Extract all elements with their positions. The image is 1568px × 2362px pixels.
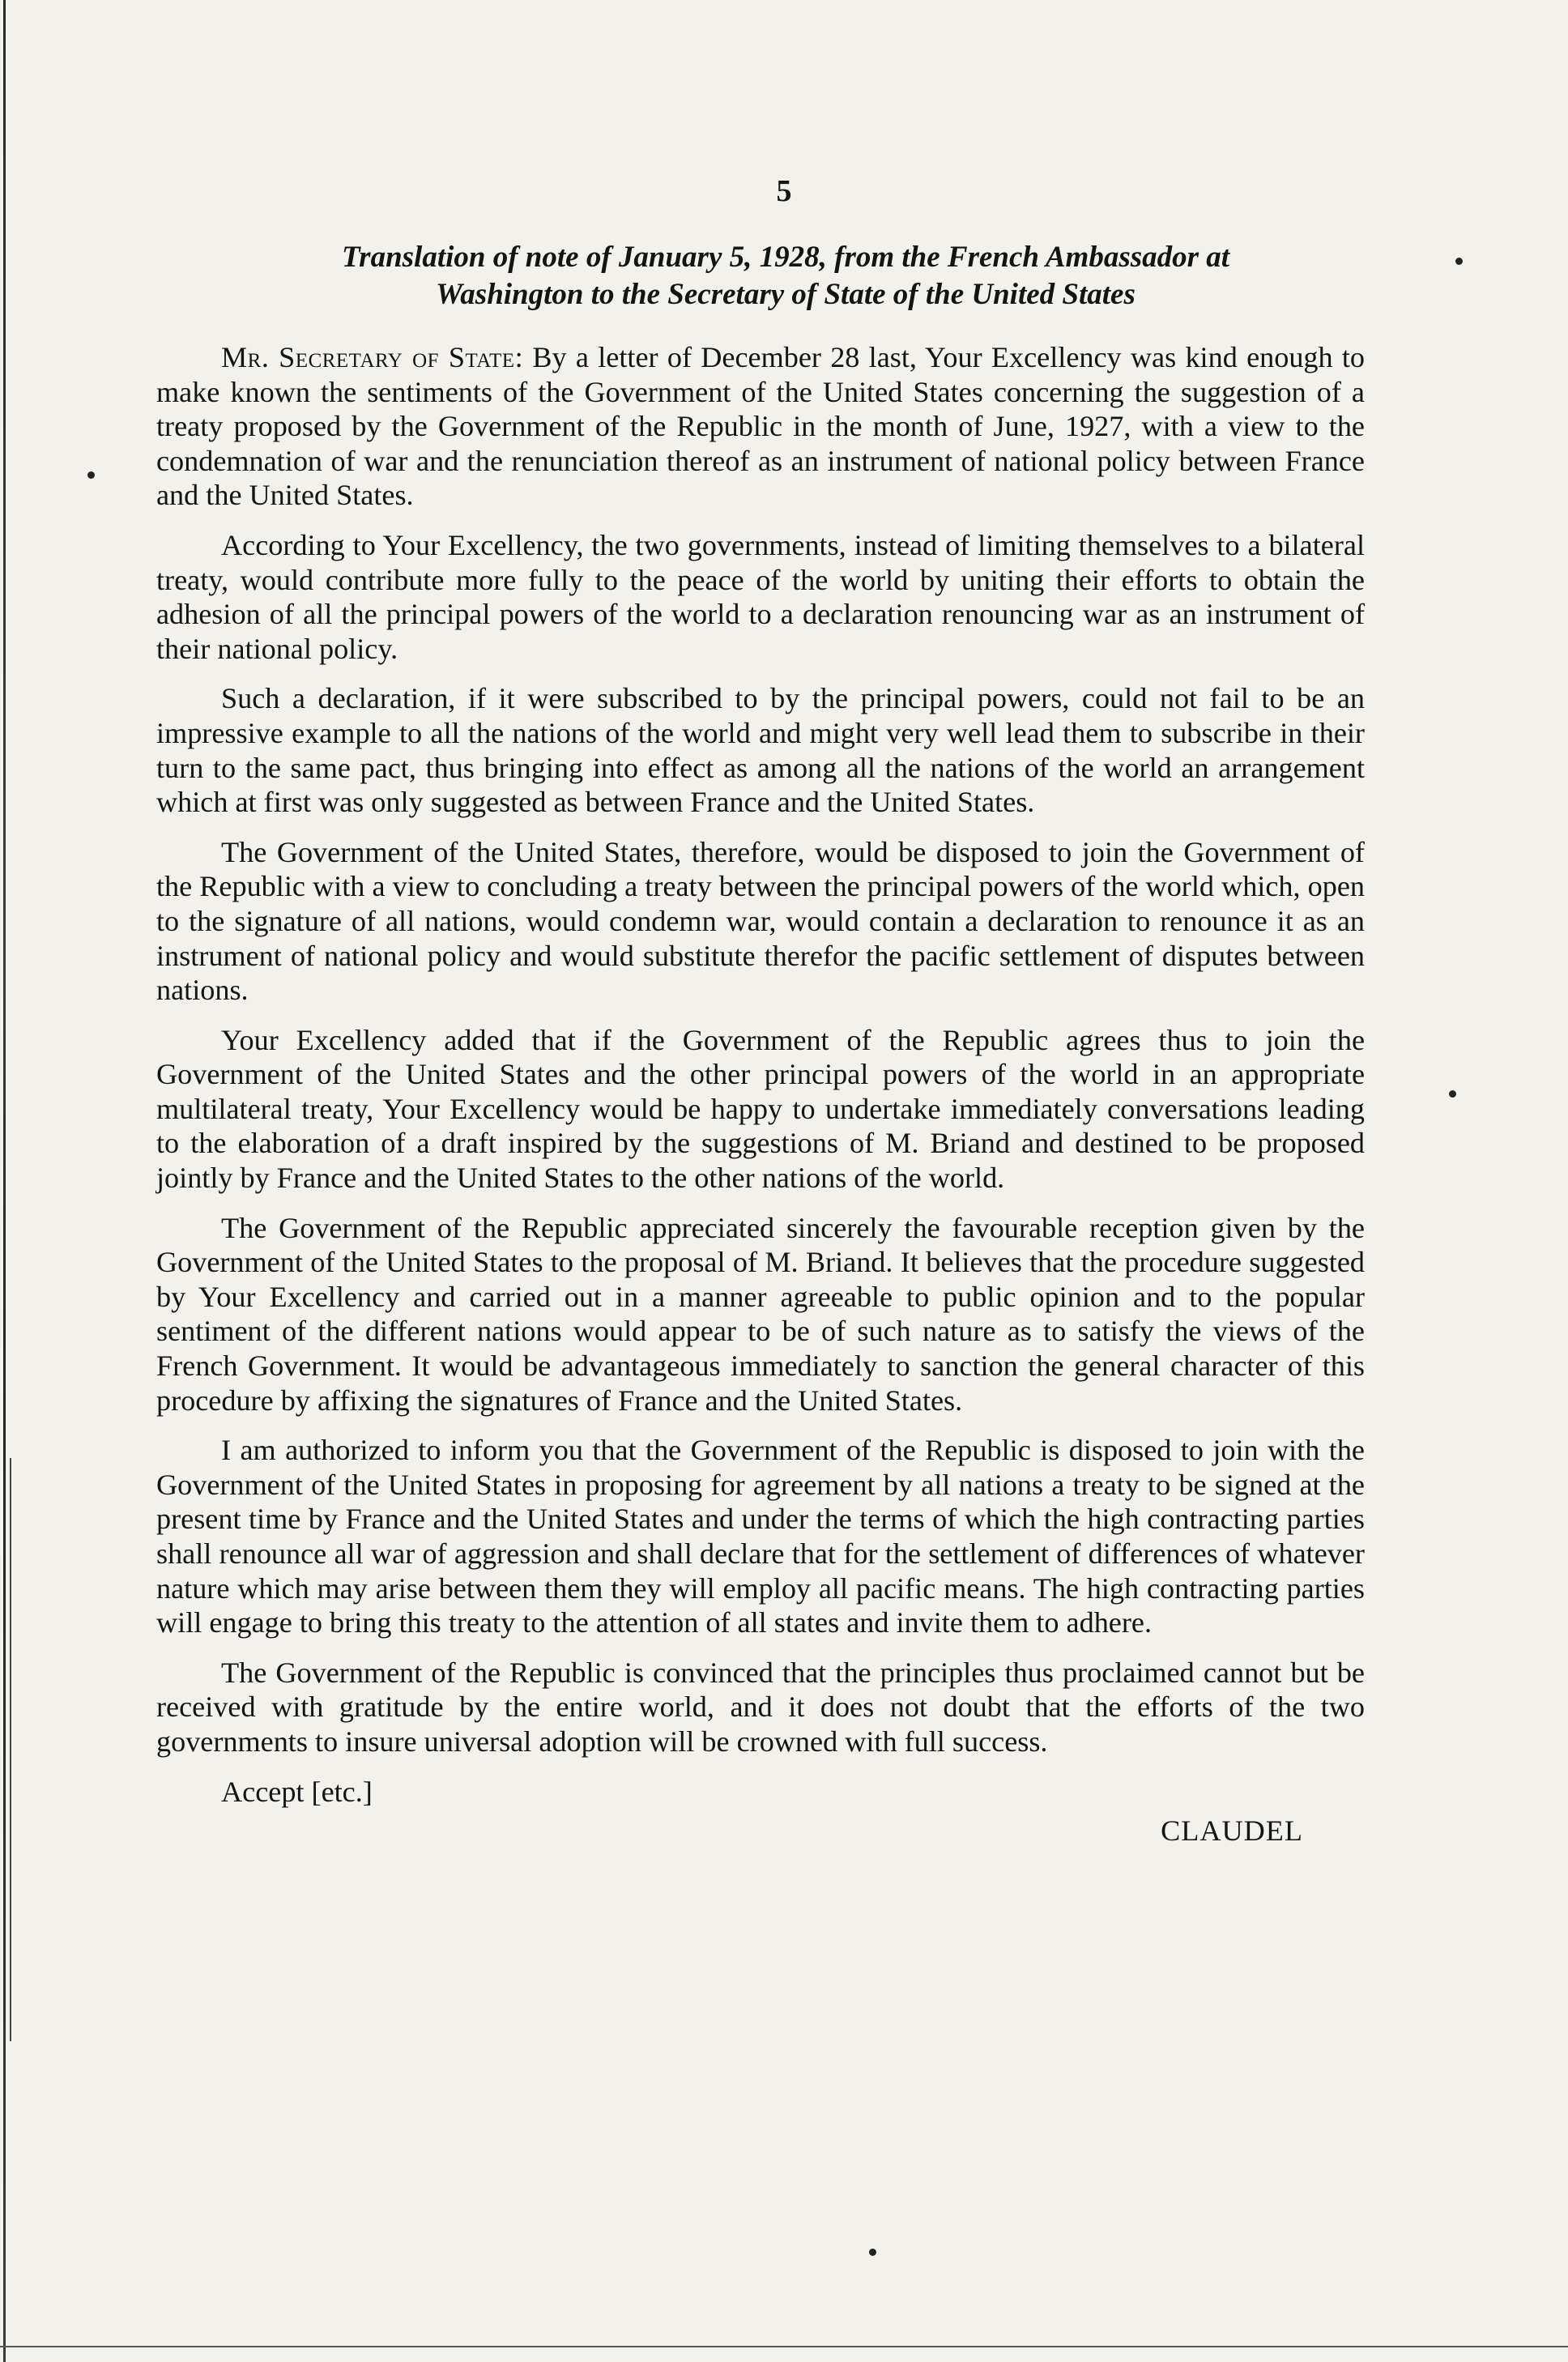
signature: CLAUDEL — [1161, 1814, 1303, 1848]
scan-speck — [869, 2249, 876, 2256]
document-title — [162, 239, 1409, 313]
page-number: 5 — [776, 174, 792, 208]
scan-speck — [1455, 258, 1463, 265]
scan-edge-line — [3, 0, 6, 2362]
paragraph: According to Your Excellency, the two governments, instead of limiting themselves to a bilateral treaty, would contribute more fully to the peace of the world by uniting their efforts to obtain the adhesion of all the principal powers of the world to a declaration renouncing war as an instrument of their national policy. — [156, 528, 1365, 665]
scan-speck — [87, 471, 95, 479]
scan-edge-line-secondary — [10, 1458, 11, 2041]
paragraph: Such a declaration, if it were subscribed to by the principal powers, could not fail to be an impressive example to all the nations of the world and might very well lead them to subscribe in their turn to the same pact, thus bringing into effect as among all the nations of the world an arrangement which at first was only suggested as between France and the United States. — [156, 682, 1365, 819]
scan-bottom-rule — [0, 2346, 1568, 2347]
paragraph: The Government of the Republic appreciated sincerely the favourable reception given by the Government of the United States to the proposal of M. Briand. It believes that the procedure suggested by Your Excellency and carried out in a manner agreeable to public opinion and to the popular sentiment of the different nations would appear to be of such nature as to satisfy the views of the French Government. It would be advantageous immediately to sanction the general character of this procedure by affixing the signatures of France and the United States. — [156, 1211, 1365, 1417]
paragraph: I am authorized to inform you that the Government of the Republic is disposed to join with the Government of the United States in proposing for agreement by all nations a treaty to be signed at the present time by France and the United States and under the terms of which the high contracting parties shall renounce all war of aggression and shall declare that for the settlement of differences of whatever nature which may arise between them they will employ all pacific means. The high contracting parties will engage to bring this treaty to the attention of all states and invite them to adhere. — [156, 1434, 1365, 1639]
scan-speck — [1449, 1090, 1456, 1098]
paragraph: The Government of the Republic is convinced that the principles thus proclaimed cannot but be received with gratitude by the entire world, and it does not doubt that the efforts of the two governments to insure universal adoption will be crowned with full success. — [156, 1656, 1365, 1758]
title-line-1: Translation of note of January 5, 1928, from the French Ambassador at — [341, 241, 1230, 274]
paragraph: Your Excellency added that if the Government of the Republic agrees thus to join the Government of the United States and the other principal powers of the world in an appropriate multilateral treaty, Your Excellency would be happy to undertake immediately conversations leading to the elaboration of a draft inspired by the suggestions of M. Briand and destined to be proposed jointly by France and the United States to the other nations of the world. — [156, 1023, 1365, 1195]
paragraph-text: By a letter of December 28 last, Your Excellency was kind enough to make known the sentiments of the Government of the United States concerning the suggestion of a treaty proposed by the Government of the Republic in the month of June, 1927, with a view to the condemnation of war and the renunciation thereof as an instrument of national policy between France and the United States. — [156, 341, 1366, 512]
paragraph: The Government of the United States, therefore, would be disposed to join the Government of the Republic with a view to concluding a treaty between the principal powers of the world which, open to the signature of all nations, would condemn war, would contain a declaration to renounce it as an instrument of national policy and would substitute therefor the pacific settlement of disputes between nations. — [156, 835, 1365, 1007]
paragraph — [156, 340, 1365, 513]
title-line-2: Washington to the Secretary of State of the United States — [436, 278, 1136, 311]
salutation: Mr. Secretary of State: — [221, 341, 524, 373]
letter-body — [156, 340, 1365, 1848]
closing: Accept [etc.] — [221, 1775, 373, 1808]
